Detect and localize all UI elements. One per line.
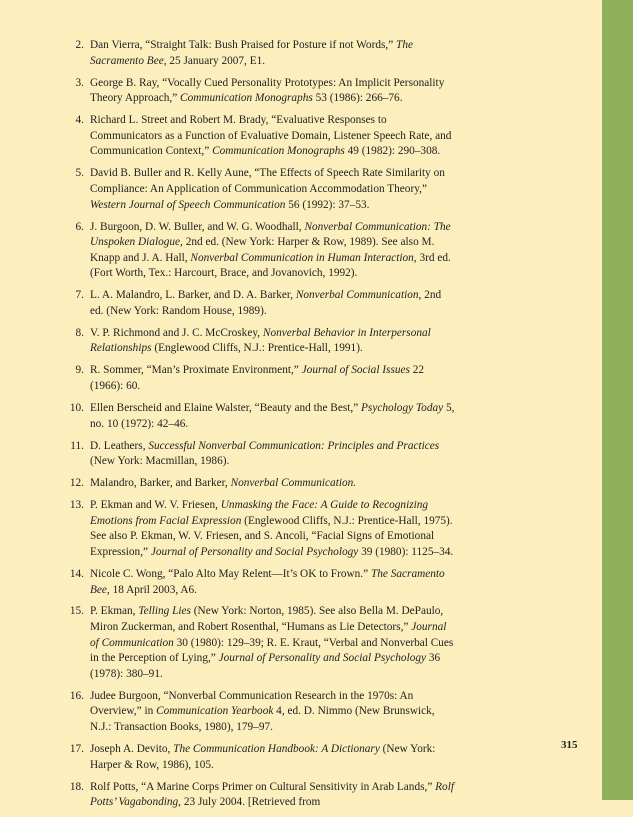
endnote-text (90, 567, 456, 598)
endnote (64, 326, 456, 357)
endnote-title-italic: Successful Nonverbal Communication: Principles and Practices (148, 439, 440, 452)
endnote-text-segment: David B. Buller and R. Kelly Aune, “The Effects of Speech Rate Similarity on Compliance: An Application of Communication Accommodation Theory,” (90, 167, 445, 195)
endnote (64, 113, 456, 160)
endnote-text (90, 401, 456, 432)
endnote-title-italic: Nonverbal Communication. (230, 477, 357, 490)
endnote-text-segment: Malandro, Barker, and Barker, (90, 477, 231, 490)
endnote-title-italic: Nonverbal Communication: The Unspoken Dialogue, (90, 220, 451, 249)
endnote-title-italic: Journal of Communication (90, 621, 447, 649)
endnote-text-segment: 5, no. 10 (1972): 42–46. (90, 402, 455, 430)
endnote (64, 439, 456, 470)
endnote-title-italic: Communication Monographs (212, 145, 345, 158)
endnote-text-segment: 39 (1980): 1125–34. (358, 545, 454, 558)
endnote-title-italic: Nonverbal Communication, (295, 289, 422, 302)
endnote-number: 14. (69, 567, 84, 580)
endnote-number: 2. (75, 39, 84, 51)
endnote-text (90, 326, 456, 357)
endnote-number: 18. (69, 780, 84, 793)
endnote-title-italic: Nonverbal Behavior in Interpersonal Relationships (90, 326, 431, 355)
endnote-text-segment: J. Burgoon, D. W. Buller, and W. G. Woodhall, (90, 220, 305, 233)
endnote (64, 604, 456, 682)
endnote-number: 5. (75, 167, 84, 180)
endnote-text (90, 220, 456, 282)
endnote-text-segment: (New York: Macmillan, 1986). (90, 455, 230, 468)
endnote-title-italic: Western Journal of Speech Communication (90, 198, 286, 211)
endnote-text-segment: Ellen Berscheid and Elaine Walster, “Beauty and the Best,” (90, 402, 362, 414)
endnote-number: 3. (75, 76, 84, 89)
endnote (64, 363, 456, 394)
endnote-text-segment: L. A. Malandro, L. Barker, and D. A. Barker, (90, 289, 296, 302)
endnote-text (90, 689, 456, 736)
endnote-number: 10. (69, 402, 84, 414)
endnote-number: 12. (69, 477, 84, 490)
side-color-band (602, 0, 633, 800)
endnote-number: 4. (75, 114, 84, 127)
endnote-number: 16. (69, 689, 84, 702)
endnote-text-segment: Nicole C. Wong, “Palo Alto May Relent—It’s OK to Frown.” (90, 567, 371, 580)
endnote-text (90, 780, 456, 811)
endnote-text-segment: 36 (1978): 380–91. (90, 652, 441, 680)
endnote (64, 742, 456, 773)
endnote (64, 689, 456, 736)
endnote-text-segment: 2nd ed. (New York: Harper & Row, 1989). See also M. Knapp and J. A. Hall, (90, 236, 435, 264)
endnote-text-segment: Dan Vierra, “Straight Talk: Bush Praised for Posture if not Words,” (90, 39, 397, 51)
endnote-title-italic: Journal of Personality and Social Psychology (150, 545, 359, 558)
endnote-title-italic: Telling Lies (138, 605, 191, 618)
endnote-text (90, 363, 456, 394)
endnote (64, 498, 456, 560)
endnote-text-segment: George B. Ray, “Vocally Cued Personality Prototypes: An Implicit Personality Theory Approach,” (90, 76, 445, 105)
endnote (64, 567, 456, 598)
endnote (64, 166, 456, 213)
endnote-title-italic: The Communication Handbook: A Dictionary (173, 743, 380, 756)
endnote-text (90, 38, 456, 69)
endnote-text-segment: Joseph A. Devito, (90, 743, 174, 756)
endnote (64, 76, 456, 107)
endnote-text-segment: 49 (1982): 290–308. (344, 145, 441, 158)
endnote-text (90, 498, 456, 560)
endnote (64, 780, 456, 811)
endnote-title-italic: Nonverbal Communication in Human Interaction, (190, 251, 417, 264)
endnote-number: 11. (70, 439, 84, 452)
endnote-text-segment: P. Ekman, (90, 605, 139, 618)
endnote-text-segment: R. Sommer, “Man’s Proximate Environment,” (90, 364, 302, 377)
endnote (64, 38, 456, 69)
endnote-text-segment: 25 January 2007, E1. (166, 54, 266, 67)
endnote-text-segment: 3rd ed. (Fort Worth, Tex.: Harcourt, Brace, and Jovanovich, 1992). (90, 251, 451, 280)
endnote-title-italic: Communication Monographs (180, 92, 313, 105)
endnote-text-segment: Rolf Potts, “A Marine Corps Primer on Cultural Sensitivity in Arab Lands,” (90, 780, 436, 793)
endnote-text (90, 113, 456, 160)
endnote-text-segment: (Englewood Cliffs, N.J.: Prentice-Hall, 1975). See also P. Ekman, W. V. Friesen, and S. Ancoli, “Facial Signs of Emotional Expression,” (90, 514, 453, 558)
endnote-text-segment: D. Leathers, (90, 439, 149, 452)
endnote-text (90, 742, 456, 773)
endnote (64, 401, 456, 432)
endnote-text-segment: (New York: Norton, 1985). See also Bella M. DePaulo, Miron Zuckerman, and Robert Rosenthal, “Humans as Lie Detectors,” (90, 605, 444, 634)
endnote-title-italic: Rolf Potts’ Vagabonding, (90, 780, 454, 809)
endnote-text-segment: Judee Burgoon, “Nonverbal Communication Research in the 1970s: An Overview,” in (90, 689, 414, 718)
endnote-number: 8. (75, 326, 84, 339)
endnote-title-italic: Journal of Social Issues (301, 364, 410, 377)
endnote-text-segment: (Englewood Cliffs, N.J.: Prentice-Hall, 1991). (151, 342, 363, 355)
endnote-text (90, 439, 456, 470)
endnote-text (90, 166, 456, 213)
endnote-text (90, 476, 456, 492)
endnote-text-segment: 2nd ed. (New York: Random House, 1989). (90, 289, 442, 317)
endnote-title-italic: The Sacramento Bee, (90, 39, 413, 67)
endnote-text-segment: Richard L. Street and Robert M. Brady, “Evaluative Responses to Communicators as a Function of Evaluative Domain, Listener Speech Rate, and Communication Context,” (90, 114, 452, 158)
endnote-text-segment: 23 July 2004. [Retrieved from (181, 796, 321, 809)
endnote (64, 476, 456, 492)
endnote-number: 15. (69, 605, 84, 618)
endnote-text-segment: 53 (1986): 266–76. (312, 92, 403, 105)
endnotes-list (64, 38, 456, 817)
endnote-text (90, 76, 456, 107)
endnote-text-segment: V. P. Richmond and J. C. McCroskey, (90, 326, 263, 339)
endnote-number: 6. (75, 220, 84, 233)
endnote-text-segment: 4, ed. D. Nimmo (New Brunswick, N.J.: Transaction Books, 1980), 179–97. (90, 705, 435, 734)
endnote-number: 13. (69, 499, 84, 512)
endnote (64, 220, 456, 282)
endnote-number: 7. (75, 289, 84, 302)
endnote-text-segment: P. Ekman and W. V. Friesen, (90, 499, 221, 512)
endnote-title-italic: Communication Yearbook (156, 705, 274, 718)
endnote (64, 288, 456, 319)
endnote-text (90, 288, 456, 319)
endnote-text (90, 604, 456, 682)
endnote-text-segment: 56 (1992): 37–53. (285, 198, 370, 211)
endnote-title-italic: The Sacramento Bee, (90, 567, 445, 596)
endnote-text-segment: 22 (1966): 60. (90, 364, 425, 393)
endnote-title-italic: Psychology Today (361, 402, 444, 414)
endnote-text-segment: 30 (1980): 129–39; R. E. Kraut, “Verbal and Nonverbal Cues in the Perception of Lying,” (90, 636, 454, 665)
endnote-title-italic: Unmasking the Face: A Guide to Recognizing Emotions from Facial Expression (90, 499, 429, 527)
endnote-text-segment: (New York: Harper & Row, 1986), 105. (90, 743, 436, 771)
endnote-number: 17. (69, 743, 84, 756)
endnote-text-segment: 18 April 2003, A6. (109, 583, 198, 596)
page-number: 315 (561, 739, 578, 751)
endnote-title-italic: Journal of Personality and Social Psychology (218, 652, 427, 665)
endnote-number: 9. (75, 364, 84, 377)
